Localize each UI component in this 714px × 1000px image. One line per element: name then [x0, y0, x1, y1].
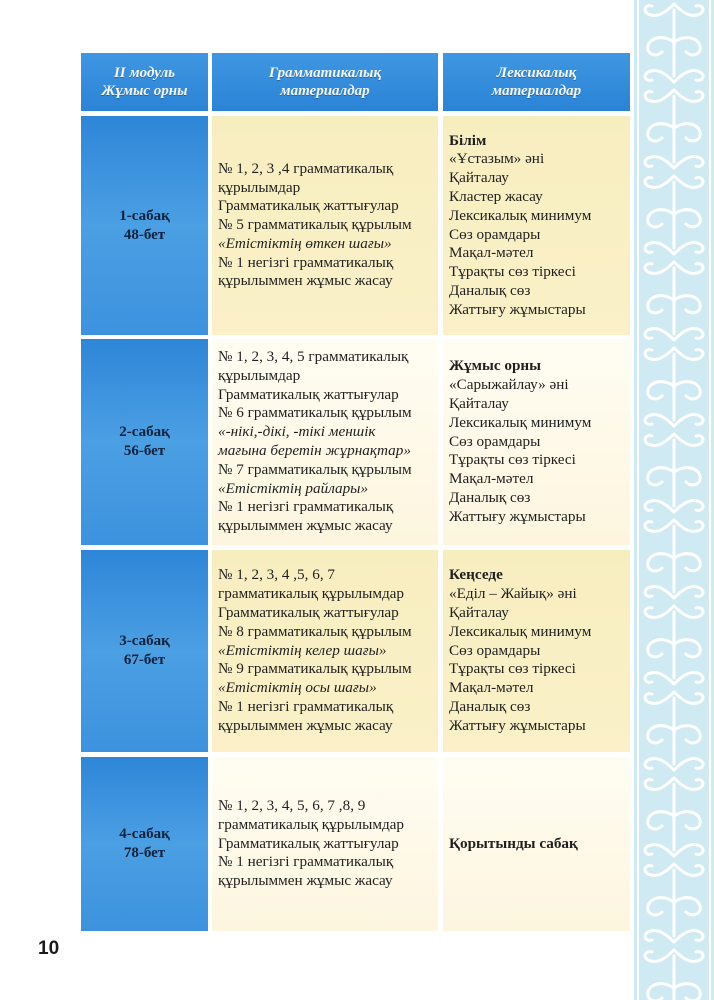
grammar-line: құрылыммен жұмыс жасау [218, 272, 393, 290]
grammar-line: грамматикалық құрылымдар [218, 585, 405, 603]
grammar-line: құрылымдар [218, 366, 301, 384]
lexical-line: Сөз орамдары [449, 225, 541, 243]
lexical-line: «Ұстазым» әні [449, 150, 545, 168]
lexical-line: Кластер жасау [449, 187, 543, 205]
lexical-line: Лексикалық минимум [449, 622, 592, 640]
grammar-line: № 1 негізгі грамматикалық [218, 253, 394, 271]
header-module-line2: Жұмыс орны [101, 83, 188, 99]
grammar-line: «Етістіктің келер шағы» [218, 641, 387, 659]
grammar-cell [212, 339, 438, 545]
lesson-page: 48-бет [123, 226, 166, 243]
lesson-name: 4-сабақ [119, 826, 170, 842]
lesson-page: 56-бет [123, 443, 166, 459]
lexical-line: «Сарыжайлау» әні [449, 376, 569, 394]
grammar-line: № 8 грамматикалық құрылым [218, 622, 412, 640]
grammar-line: № 1 негізгі грамматикалық [218, 498, 394, 516]
lexical-line: «Еділ – Жайық» әні [449, 585, 577, 603]
header-lexical [443, 53, 630, 111]
grammar-line: № 1 негізгі грамматикалық [218, 697, 394, 715]
lexical-line: Жаттығу жұмыстары [449, 716, 586, 734]
lesson-cell [81, 339, 208, 545]
lexical-line: Мақал-мәтел [449, 244, 534, 262]
lesson-cell [81, 757, 208, 931]
lexical-topic: Білім [449, 131, 487, 149]
header-grammar [212, 53, 438, 111]
header-lexical-line1: Лексикалық [496, 65, 577, 81]
ornament-pattern-icon [634, 0, 714, 1000]
lexical-line: Даналық сөз [449, 488, 531, 506]
lesson-page: 67-бет [123, 652, 166, 668]
grammar-cell [212, 757, 438, 931]
lexical-line: Тұрақты сөз тіркесі [449, 263, 576, 281]
grammar-line: мағына беретін жұрнақтар» [218, 442, 411, 459]
lexical-line: Қайталау [449, 169, 509, 187]
lexical-line: Жаттығу жұмыстары [449, 300, 586, 318]
lexical-line: Тұрақты сөз тіркесі [449, 660, 576, 678]
lexical-line: Мақал-мәтел [449, 679, 534, 697]
lexical-line: Мақал-мәтел [449, 470, 534, 488]
grammar-line: Грамматикалық жаттығулар [218, 385, 399, 403]
lexical-line: Лексикалық минимум [449, 206, 592, 224]
lexical-line: Даналық сөз [449, 697, 531, 715]
grammar-line: № 1, 2, 3, 4 ,5, 6, 7 [218, 566, 336, 584]
lesson-name: 3-сабақ [119, 633, 170, 649]
grammar-line: Грамматикалық жаттығулар [218, 834, 399, 852]
lesson-name: 2-сабақ [119, 424, 170, 440]
lexical-cell [443, 339, 630, 545]
grammar-line: «Етістіктің осы шағы» [218, 679, 377, 697]
lexical-line: Қайталау [449, 395, 509, 412]
grammar-line: құрылыммен жұмыс жасау [218, 716, 393, 734]
lexical-cell [443, 550, 630, 752]
lexical-line: Сөз орамдары [449, 432, 541, 450]
grammar-line: № 7 грамматикалық құрылым [218, 460, 412, 478]
ornament-border [634, 0, 714, 1000]
lexical-line: Жаттығу жұмыстары [449, 507, 586, 525]
grammar-line: № 1, 2, 3, 4, 5 грамматикалық [218, 348, 409, 366]
lexical-line: Даналық сөз [449, 281, 531, 299]
lexical-line: Қайталау [449, 604, 509, 621]
header-grammar-line2: материалдар [280, 83, 370, 99]
header-lexical-line2: материалдар [491, 83, 582, 99]
lesson-page: 78-бет [123, 845, 166, 861]
grammar-line: құрылыммен жұмыс жасау [218, 872, 393, 890]
lesson-cell [81, 550, 208, 752]
page-number: 10 [38, 938, 60, 959]
grammar-line: құрылымдар [218, 178, 301, 196]
grammar-line: құрылыммен жұмыс жасау [218, 517, 393, 535]
lesson-name: 1-сабақ [119, 207, 170, 224]
header-module [81, 53, 208, 111]
lexical-topic: Қорытынды сабақ [449, 834, 578, 852]
lexical-line: Лексикалық минимум [449, 413, 592, 431]
grammar-line: № 5 грамматикалық құрылым [218, 216, 412, 234]
grammar-cell [212, 116, 438, 335]
lexical-topic: Жұмыс орны [449, 357, 542, 375]
grammar-line: № 6 грамматикалық құрылым [218, 404, 412, 422]
grammar-cell [212, 550, 438, 752]
grammar-line: «Етістіктің өткен шағы» [218, 234, 392, 252]
lexical-cell [443, 757, 630, 931]
grammar-line: грамматикалық құрылымдар [218, 815, 405, 833]
grammar-line: № 1, 2, 3, 4, 5, 6, 7 ,8, 9 [218, 797, 366, 814]
header-grammar-line1: Грамматикалық [268, 65, 382, 81]
grammar-line: № 1 негізгі грамматикалық [218, 853, 394, 871]
grammar-line: Грамматикалық жаттығулар [218, 604, 399, 621]
lexical-line: Тұрақты сөз тіркесі [449, 451, 576, 469]
grammar-line: Грамматикалық жаттығулар [218, 197, 399, 215]
lexical-cell [443, 116, 630, 335]
header-module-line1: II модуль [113, 65, 176, 81]
grammar-line: «Етістіктің райлары» [218, 479, 369, 497]
lesson-cell [81, 116, 208, 335]
grammar-line: «-нікі,-дікі, -тікі меншік [218, 423, 376, 441]
grammar-line: № 9 грамматикалық құрылым [218, 660, 412, 678]
lexical-topic: Кеңседе [449, 566, 503, 584]
grammar-line: № 1, 2, 3 ,4 грамматикалық [218, 159, 394, 177]
lexical-line: Сөз орамдары [449, 641, 541, 659]
